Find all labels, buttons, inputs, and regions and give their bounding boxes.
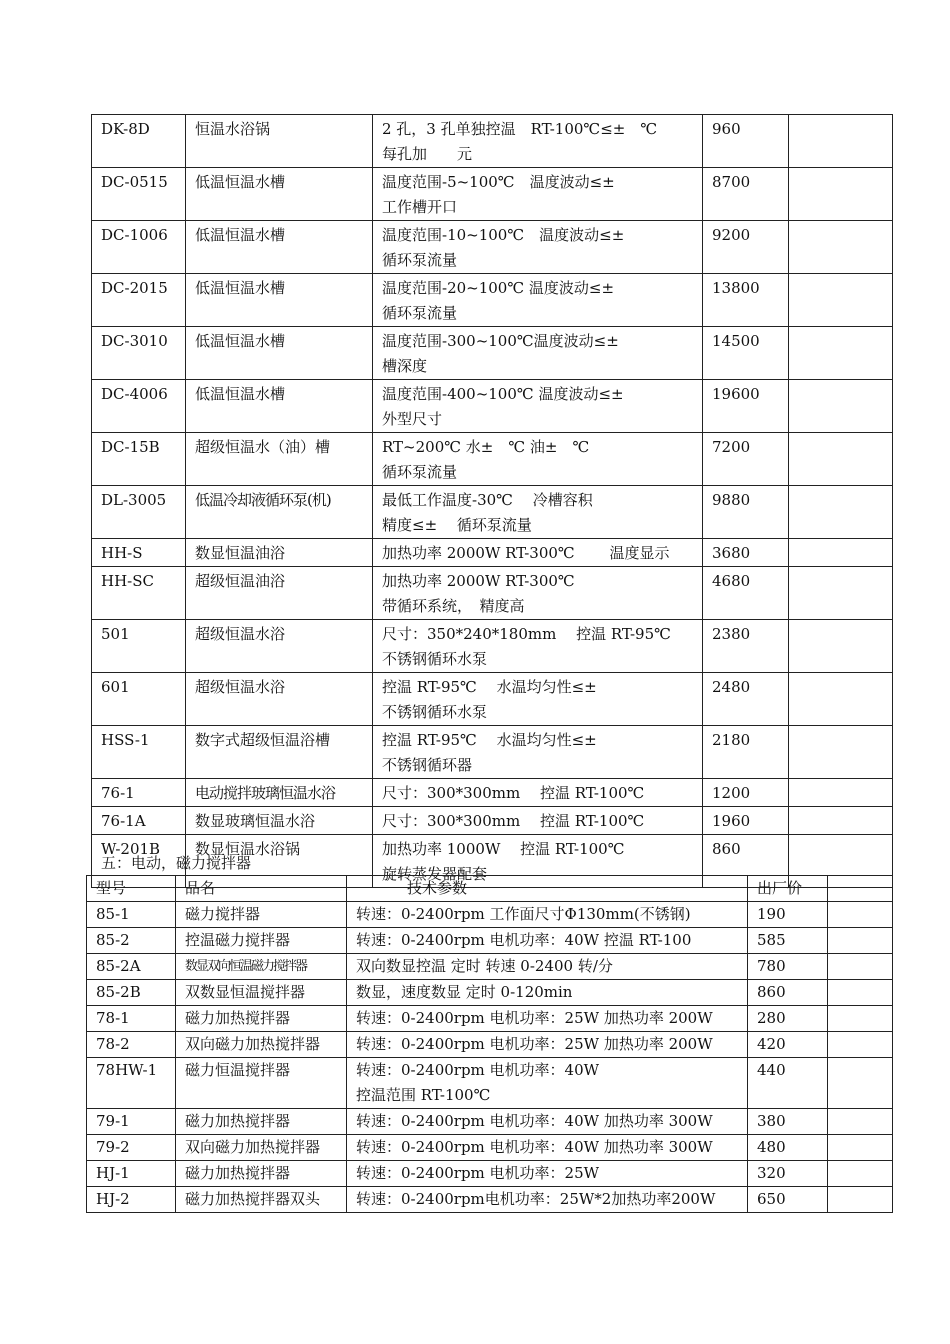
table-row [87, 1135, 893, 1161]
spec-line-1: 尺寸：300*300mm 控温 RT-100℃ [382, 812, 645, 830]
spec-cell [347, 980, 748, 1006]
spec-line-1: 转速：0-2400rpm 电机功率：40W 控温 RT-100 [356, 931, 692, 949]
name-cell: 磁力搅拌器 [176, 902, 347, 928]
spec-line-1: 最低工作温度-30℃ 冷槽容积 [382, 491, 593, 509]
table-row [87, 928, 893, 954]
name-cell: 低温恒温水槽 [186, 274, 373, 327]
blank-cell [828, 928, 893, 954]
spec-cell [373, 567, 703, 620]
blank-cell [828, 1006, 893, 1032]
price-cell: 4680 [703, 567, 789, 620]
spec-line-1: 转速：0-2400rpm 电机功率：40W [356, 1061, 600, 1079]
blank-cell [828, 1058, 893, 1109]
blank-cell [789, 620, 893, 673]
table-row [92, 567, 893, 620]
blank-cell [828, 1187, 893, 1213]
name-cell: 磁力恒温搅拌器 [176, 1058, 347, 1109]
name-cell: 电动搅拌玻璃恒温水浴 [186, 779, 373, 807]
spec-line-1: 转速：0-2400rpm 电机功率：25W 加热功率 200W [356, 1009, 713, 1027]
table-row [87, 902, 893, 928]
name-cell: 低温冷却液循环泵(机) [186, 486, 373, 539]
price-cell: 19600 [703, 380, 789, 433]
name-cell: 超级恒温水浴 [186, 673, 373, 726]
model-cell: DC-4006 [92, 380, 186, 433]
spec-cell [347, 902, 748, 928]
spec-line-1: 温度范围-400~100℃ 温度波动≤± [382, 385, 624, 403]
price-cell: 480 [748, 1135, 828, 1161]
table-row [92, 807, 893, 835]
table-row [92, 620, 893, 673]
header-model: 型号 [87, 876, 176, 902]
price-cell: 2480 [703, 673, 789, 726]
model-cell: DC-15B [92, 433, 186, 486]
spec-line-2: 循环泵流量 [382, 304, 458, 322]
price-cell: 9880 [703, 486, 789, 539]
model-cell: 501 [92, 620, 186, 673]
price-cell: 1200 [703, 779, 789, 807]
spec-line-2: 循环泵流量 [382, 463, 458, 481]
blank-cell [828, 1135, 893, 1161]
price-cell: 2380 [703, 620, 789, 673]
spec-cell [373, 620, 703, 673]
table-row [87, 954, 893, 980]
spec-cell [347, 1058, 748, 1109]
header-blank [828, 876, 893, 902]
table-row [92, 433, 893, 486]
price-cell: 3680 [703, 539, 789, 567]
price-cell: 780 [748, 954, 828, 980]
price-cell: 190 [748, 902, 828, 928]
spec-line-1: 数显，速度数显 定时 0-120min [356, 983, 573, 1001]
spec-cell [373, 221, 703, 274]
table-row [92, 221, 893, 274]
table-row [92, 673, 893, 726]
model-cell: DC-3010 [92, 327, 186, 380]
spec-cell [347, 954, 748, 980]
price-cell: 650 [748, 1187, 828, 1213]
model-cell: DK-8D [92, 115, 186, 168]
spec-line-1: 控温 RT-95℃ 水温均匀性≤± [382, 678, 597, 696]
blank-cell [789, 221, 893, 274]
stirrer-price-table [86, 875, 893, 1213]
spec-line-1: 加热功率 1000W 控温 RT-100℃ [382, 840, 625, 858]
spec-line-1: RT~200℃ 水± ℃ 油± ℃ [382, 438, 590, 456]
spec-cell [373, 486, 703, 539]
spec-line-1: 温度范围-5~100℃ 温度波动≤± [382, 173, 615, 191]
spec-line-1: 转速：0-2400rpm 电机功率：40W 加热功率 300W [356, 1112, 713, 1130]
section-title: 五：电动，磁力搅拌器 [101, 854, 252, 872]
spec-line-2: 外型尺寸 [382, 410, 443, 428]
model-cell: DC-1006 [92, 221, 186, 274]
table-row [87, 1187, 893, 1213]
name-cell: 控温磁力搅拌器 [176, 928, 347, 954]
price-cell: 420 [748, 1032, 828, 1058]
table-row [92, 539, 893, 567]
price-cell: 2180 [703, 726, 789, 779]
spec-line-2: 不锈钢循环水泵 [382, 703, 488, 721]
name-cell: 双数显恒温搅拌器 [176, 980, 347, 1006]
model-cell: 79-1 [87, 1109, 176, 1135]
spec-line-1: 转速：0-2400rpm 电机功率：40W 加热功率 300W [356, 1138, 713, 1156]
name-cell: 低温恒温水槽 [186, 221, 373, 274]
price-cell: 320 [748, 1161, 828, 1187]
model-cell: HJ-1 [87, 1161, 176, 1187]
name-cell: 磁力加热搅拌器双头 [176, 1187, 347, 1213]
spec-line-1: 转速：0-2400rpm电机功率：25W*2加热功率200W [356, 1190, 716, 1208]
header-name: 品名 [176, 876, 347, 902]
blank-cell [789, 168, 893, 221]
spec-line-2: 精度≤± 循环泵流量 [382, 516, 532, 534]
blank-cell [789, 539, 893, 567]
spec-cell [373, 433, 703, 486]
spec-cell [347, 928, 748, 954]
spec-cell [347, 1109, 748, 1135]
header-price: 出厂价 [748, 876, 828, 902]
model-cell: DL-3005 [92, 486, 186, 539]
spec-cell [373, 779, 703, 807]
name-cell: 双向磁力加热搅拌器 [176, 1032, 347, 1058]
spec-line-1: 2 孔，3 孔单独控温 RT-100℃≤± ℃ [382, 120, 658, 138]
spec-line-1: 温度范围-20~100℃ 温度波动≤± [382, 279, 615, 297]
blank-cell [789, 486, 893, 539]
spec-line-2: 带循环系统， 精度高 [382, 597, 525, 615]
spec-cell [347, 1187, 748, 1213]
name-cell: 超级恒温水（油）槽 [186, 433, 373, 486]
table-header-row [87, 876, 893, 902]
model-cell: 85-1 [87, 902, 176, 928]
name-cell: 数显恒温油浴 [186, 539, 373, 567]
water-bath-price-table [91, 114, 893, 888]
spec-line-2: 控温范围 RT-100℃ [356, 1086, 491, 1104]
spec-cell [373, 380, 703, 433]
price-cell: 280 [748, 1006, 828, 1032]
blank-cell [828, 902, 893, 928]
blank-cell [789, 567, 893, 620]
spec-cell [347, 1135, 748, 1161]
model-cell: W-201B [92, 835, 186, 888]
spec-cell [347, 1032, 748, 1058]
price-cell: 440 [748, 1058, 828, 1109]
table-row [87, 1109, 893, 1135]
model-cell: 76-1A [92, 807, 186, 835]
price-cell: 7200 [703, 433, 789, 486]
spec-line-1: 加热功率 2000W RT-300℃ 温度显示 [382, 544, 670, 562]
spec-line-1: 尺寸：300*300mm 控温 RT-100℃ [382, 784, 645, 802]
price-cell: 14500 [703, 327, 789, 380]
name-cell: 恒温水浴锅 [186, 115, 373, 168]
model-cell: DC-0515 [92, 168, 186, 221]
spec-line-2: 槽深度 [382, 357, 428, 375]
model-cell: HH-SC [92, 567, 186, 620]
blank-cell [828, 1109, 893, 1135]
spec-line-1: 加热功率 2000W RT-300℃ [382, 572, 575, 590]
model-cell: 78-2 [87, 1032, 176, 1058]
spec-line-2: 工作槽开口 [382, 198, 458, 216]
table-row [92, 168, 893, 221]
model-cell: 85-2 [87, 928, 176, 954]
blank-cell [828, 980, 893, 1006]
price-cell: 8700 [703, 168, 789, 221]
spec-cell [373, 327, 703, 380]
model-cell: 85-2A [87, 954, 176, 980]
name-cell: 磁力加热搅拌器 [176, 1109, 347, 1135]
blank-cell [789, 673, 893, 726]
blank-cell [789, 726, 893, 779]
name-cell: 超级恒温油浴 [186, 567, 373, 620]
blank-cell [789, 115, 893, 168]
blank-cell [828, 954, 893, 980]
model-cell: HJ-2 [87, 1187, 176, 1213]
spec-line-1: 控温 RT-95℃ 水温均匀性≤± [382, 731, 597, 749]
model-cell: 85-2B [87, 980, 176, 1006]
table-row [92, 327, 893, 380]
spec-cell [373, 807, 703, 835]
price-cell: 585 [748, 928, 828, 954]
price-cell: 960 [703, 115, 789, 168]
table-row [87, 980, 893, 1006]
spec-line-2: 不锈钢循环水泵 [382, 650, 488, 668]
spec-line-1: 转速：0-2400rpm 电机功率：25W [356, 1164, 600, 1182]
table-row [92, 115, 893, 168]
name-cell: 磁力加热搅拌器 [176, 1006, 347, 1032]
table-row [87, 1161, 893, 1187]
spec-cell [373, 726, 703, 779]
spec-line-1: 转速：0-2400rpm 工作面尺寸Φ130mm(不锈钢) [356, 905, 691, 923]
spec-cell [347, 1161, 748, 1187]
blank-cell [789, 274, 893, 327]
blank-cell [828, 1161, 893, 1187]
header-spec: 技术参数 [347, 876, 748, 902]
table-row [92, 726, 893, 779]
spec-cell [347, 1006, 748, 1032]
model-cell: 76-1 [92, 779, 186, 807]
price-cell: 1960 [703, 807, 789, 835]
price-cell: 860 [703, 835, 789, 888]
table-row [87, 1058, 893, 1109]
spec-cell [373, 539, 703, 567]
blank-cell [789, 380, 893, 433]
spec-line-2: 不锈钢循环器 [382, 756, 473, 774]
model-cell: 79-2 [87, 1135, 176, 1161]
table-row [92, 779, 893, 807]
name-cell: 数显玻璃恒温水浴 [186, 807, 373, 835]
model-cell: HSS-1 [92, 726, 186, 779]
name-cell: 数显恒温水浴锅 [186, 835, 373, 888]
name-cell: 低温恒温水槽 [186, 327, 373, 380]
spec-cell [373, 274, 703, 327]
spec-line-1: 双向数显控温 定时 转速 0-2400 转/分 [356, 957, 613, 975]
spec-cell [373, 168, 703, 221]
model-cell: HH-S [92, 539, 186, 567]
name-cell: 超级恒温水浴 [186, 620, 373, 673]
spec-line-2: 旋转蒸发器配套 [382, 865, 488, 883]
table-row [92, 274, 893, 327]
name-cell: 数字式超级恒温浴槽 [186, 726, 373, 779]
blank-cell [789, 433, 893, 486]
price-cell: 9200 [703, 221, 789, 274]
model-cell: 601 [92, 673, 186, 726]
price-cell: 860 [748, 980, 828, 1006]
table-row [87, 1006, 893, 1032]
model-cell: 78-1 [87, 1006, 176, 1032]
table-row [87, 1032, 893, 1058]
spec-line-1: 转速：0-2400rpm 电机功率：25W 加热功率 200W [356, 1035, 713, 1053]
price-cell: 380 [748, 1109, 828, 1135]
name-cell: 数显双向恒温磁力搅拌器 [176, 954, 347, 980]
name-cell: 低温恒温水槽 [186, 168, 373, 221]
spec-line-1: 尺寸：350*240*180mm 控温 RT-95℃ [382, 625, 671, 643]
spec-cell [373, 115, 703, 168]
blank-cell [789, 779, 893, 807]
blank-cell [789, 807, 893, 835]
name-cell: 磁力加热搅拌器 [176, 1161, 347, 1187]
name-cell: 双向磁力加热搅拌器 [176, 1135, 347, 1161]
model-cell: 78HW-1 [87, 1058, 176, 1109]
spec-line-2: 循环泵流量 [382, 251, 458, 269]
name-cell: 低温恒温水槽 [186, 380, 373, 433]
spec-cell [373, 673, 703, 726]
spec-line-2: 每孔加 元 [382, 145, 473, 163]
model-cell: DC-2015 [92, 274, 186, 327]
table-row [92, 486, 893, 539]
table-row [92, 380, 893, 433]
blank-cell [828, 1032, 893, 1058]
spec-line-1: 温度范围-10~100℃ 温度波动≤± [382, 226, 625, 244]
spec-line-1: 温度范围-300~100℃温度波动≤± [382, 332, 619, 350]
price-cell: 13800 [703, 274, 789, 327]
blank-cell [789, 327, 893, 380]
